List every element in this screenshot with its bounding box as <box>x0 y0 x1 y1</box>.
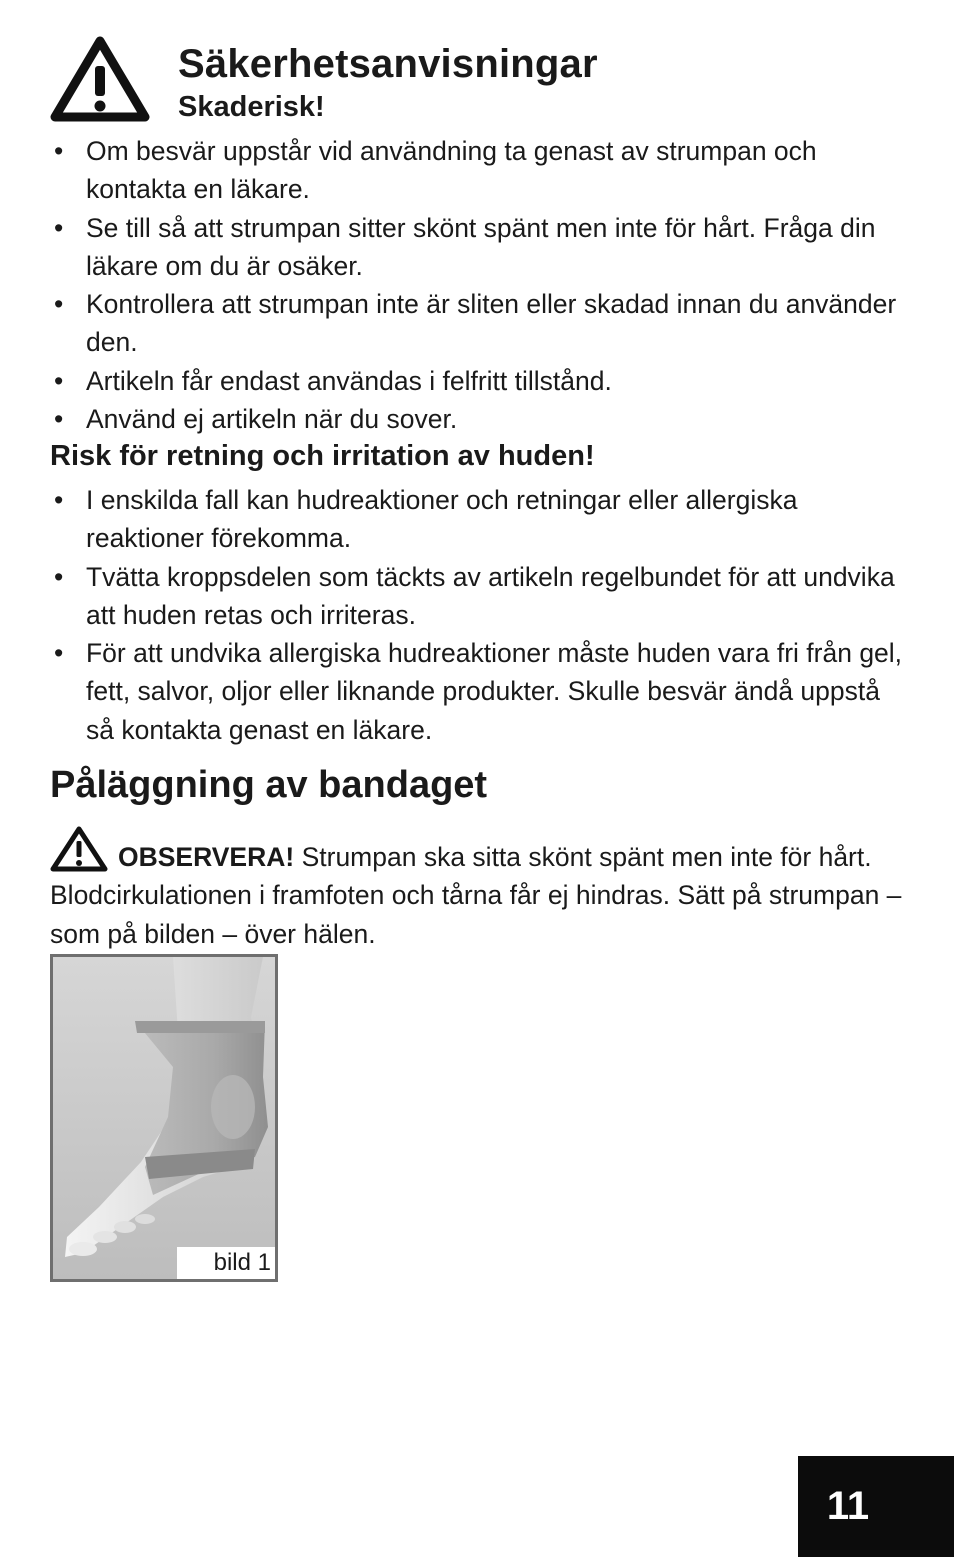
list-item <box>50 400 910 438</box>
figure-caption: bild 1 <box>177 1247 275 1279</box>
list-item <box>50 558 910 635</box>
subtitle-injury-risk: Skaderisk! <box>178 91 325 123</box>
foot-illustration <box>53 957 275 1279</box>
list-item-text: I enskilda fall kan hudreaktioner och retningar eller allergiska reaktioner förekomma. <box>86 485 798 554</box>
section-title-application: Påläggning av bandaget <box>50 764 488 806</box>
bullet: • <box>54 136 64 166</box>
list-item-text: Om besvär uppstår vid användning ta genast av strumpan och kontakta en läkare. <box>86 136 817 205</box>
figure-foot-photo <box>50 954 278 1282</box>
notice-label: OBSERVERA! <box>118 842 295 872</box>
list-item <box>50 362 910 400</box>
bullet: • <box>54 365 64 396</box>
list-item-text: Tvätta kroppsdelen som täckts av artikeln regelbundet för att undvika att huden retas och irriteras. <box>86 561 895 630</box>
list-item-text: För att undvika allergiska hudreaktioner måste huden vara fri från gel, fett, salvor, oljor eller liknande produkter. Skulle besvär ändå uppstå så kontakta genast en läkare. <box>86 638 903 745</box>
application-notice <box>50 826 910 953</box>
list-item <box>50 209 910 286</box>
bullet: • <box>54 404 64 435</box>
list-item <box>50 285 910 362</box>
bullet: • <box>54 561 64 592</box>
list-item-text: Använd ej artikeln när du sover. <box>86 404 458 435</box>
bullet: • <box>54 638 64 669</box>
list-item-text: Artikeln får endast användas i felfritt tillstånd. <box>86 365 612 396</box>
list-item <box>50 481 910 558</box>
bullet: • <box>54 485 64 515</box>
list-item-text: Se till så att strumpan sitter skönt spänt men inte för hårt. Fråga din läkare om du är osäker. <box>86 212 876 281</box>
list-item-text: Kontrollera att strumpan inte är sliten eller skadad innan du använder den. <box>86 289 897 358</box>
bullet: • <box>54 289 64 320</box>
skin-risk-heading: Risk för retning och irritation av huden! <box>50 440 595 472</box>
warning-small-icon <box>50 826 108 872</box>
page-number: 11 <box>798 1456 954 1557</box>
section-title-safety: Säkerhetsanvisningar <box>178 42 598 86</box>
list-item <box>50 634 910 749</box>
warning-triangle-icon <box>50 36 150 122</box>
skin-risk-list <box>50 481 910 749</box>
notice-text: Strumpan ska sitta skönt spänt men inte för hårt. Blodcirkulationen i framfoten och tårna får ej hindras. Sätt på strumpan – som på bilden – över hälen. <box>50 842 902 949</box>
bullet: • <box>54 212 64 243</box>
list-item <box>50 132 910 209</box>
safety-list <box>50 132 910 438</box>
